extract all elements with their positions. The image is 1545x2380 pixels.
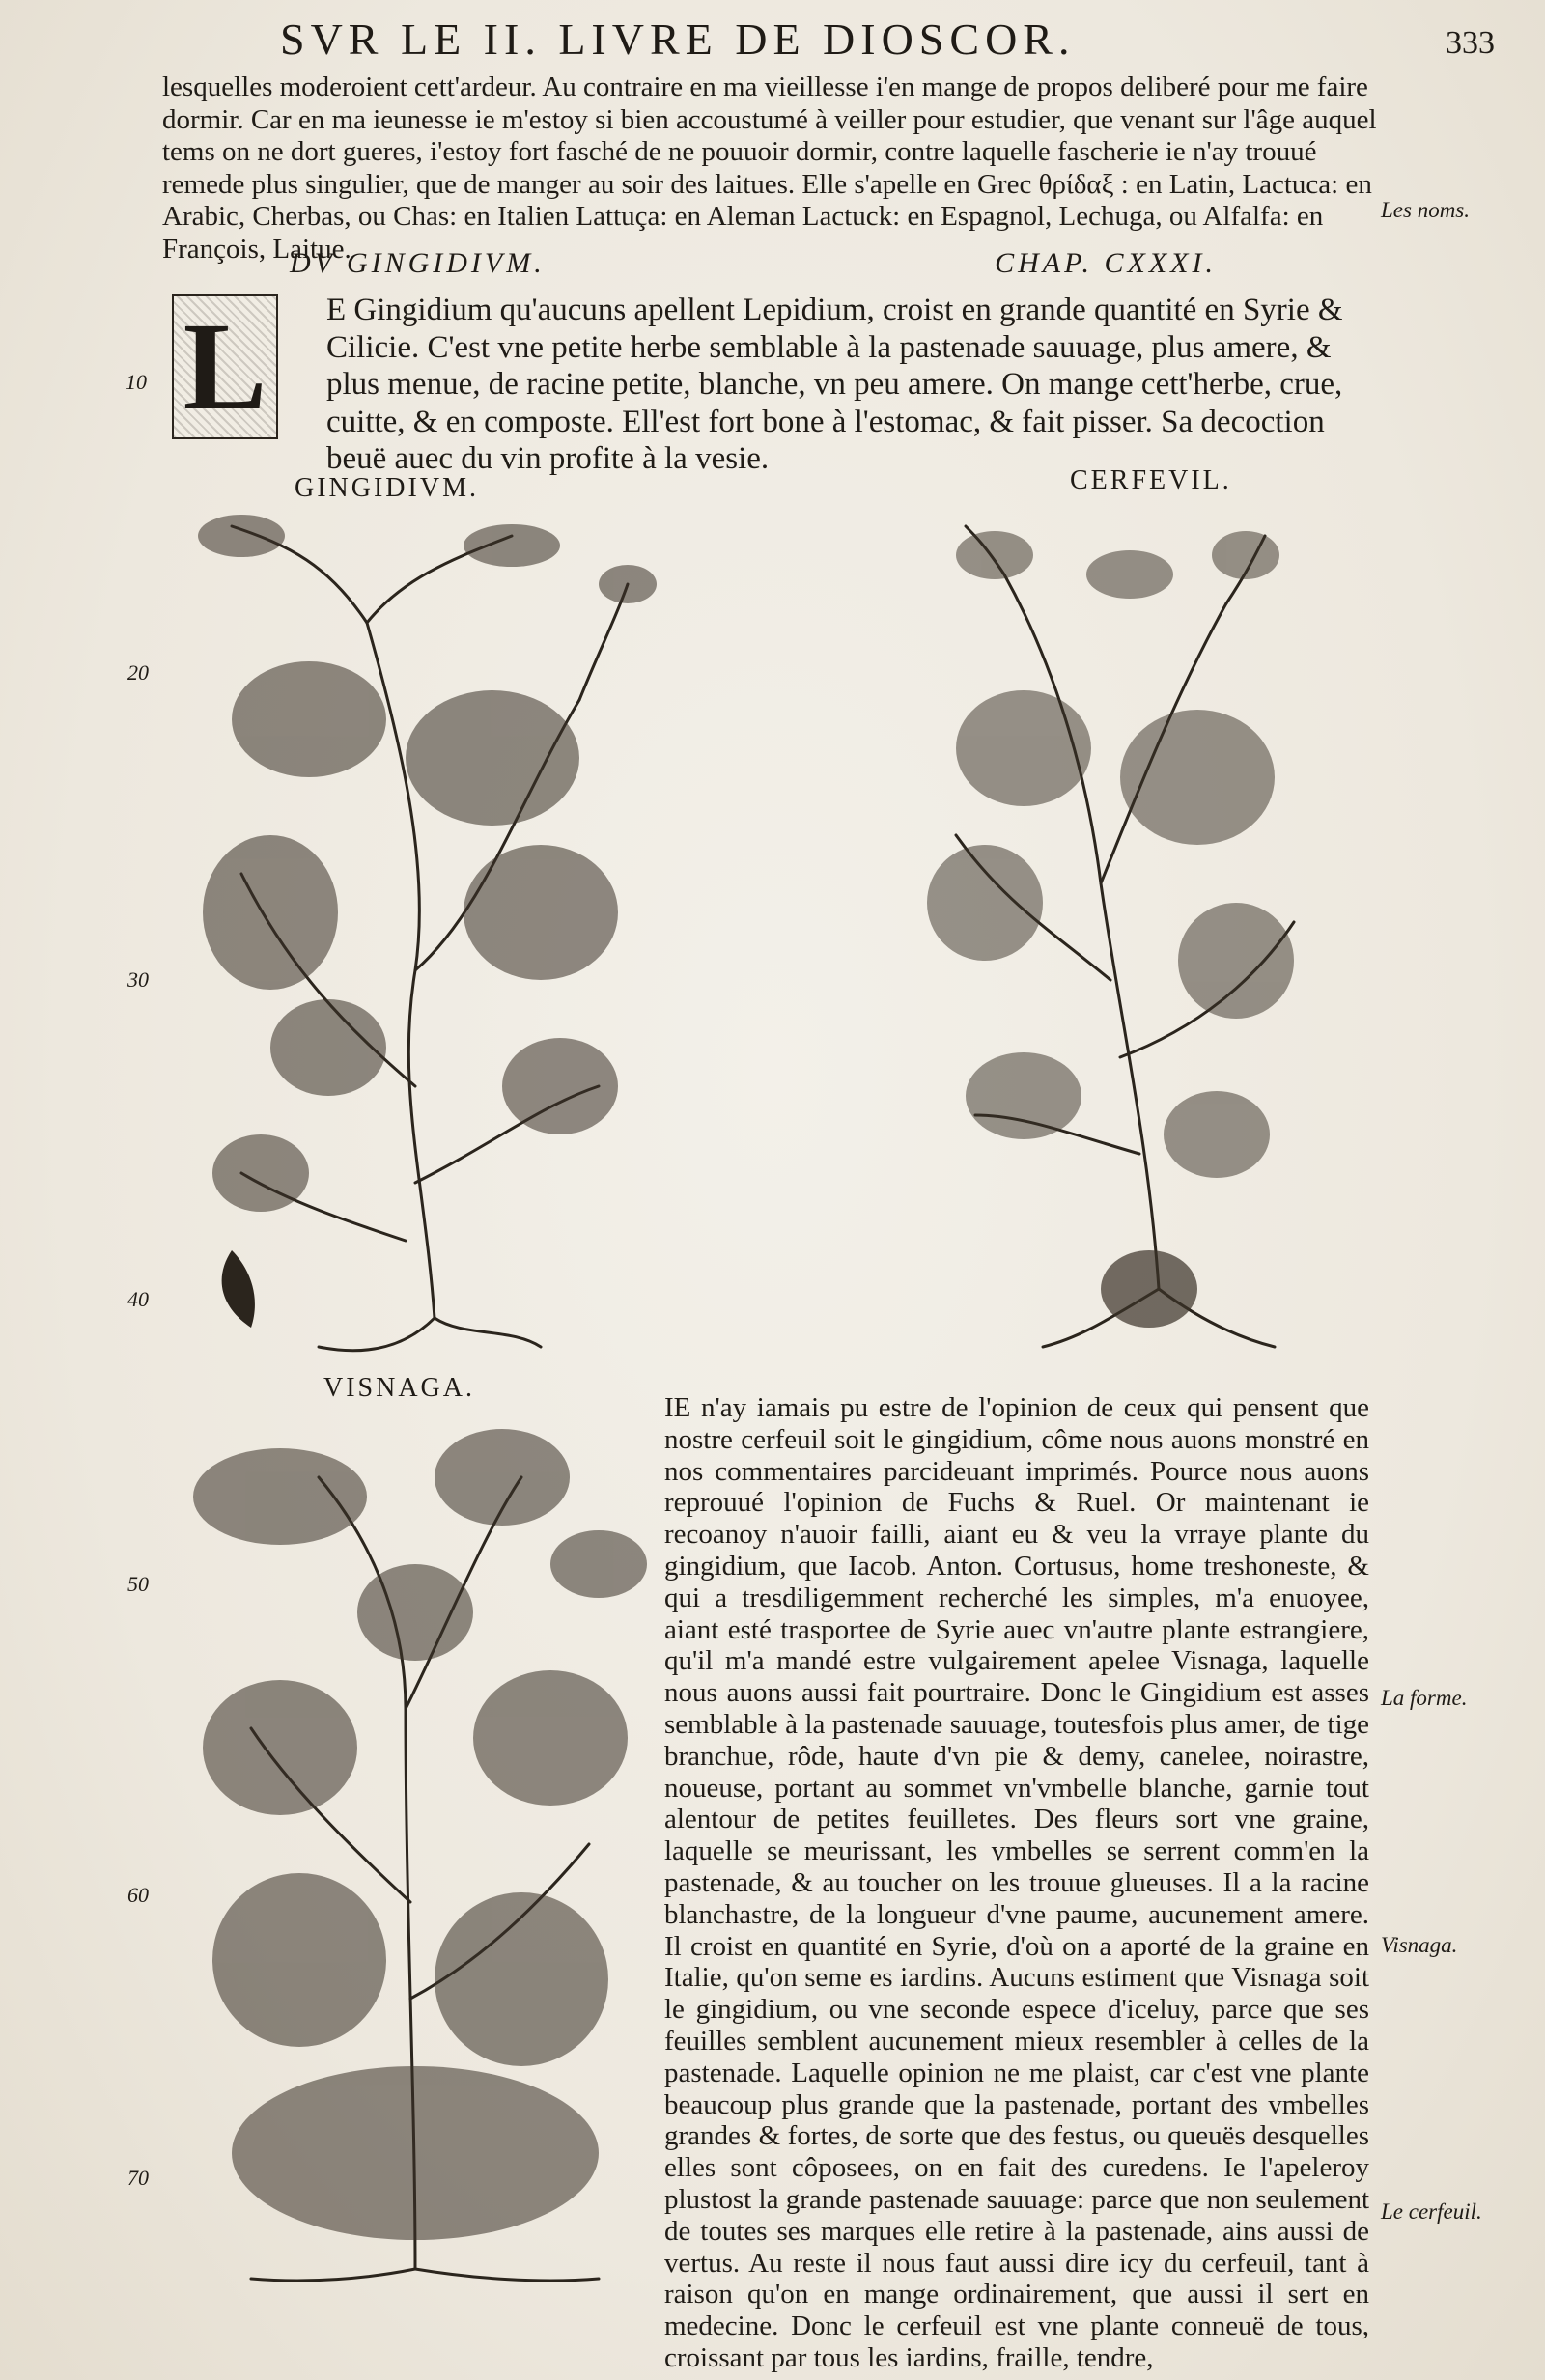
chapter-title: DV GINGIDIVM. [290, 247, 546, 279]
line-number-30: 30 [127, 967, 149, 992]
running-title: SVR LE II. LIVRE DE DIOSCOR. [280, 14, 1076, 64]
gingidium-woodcut [174, 507, 657, 1376]
margin-note-forme: La forme. [1381, 1686, 1468, 1710]
margin-note-visnaga: Visnaga. [1381, 1933, 1458, 1957]
lettuce-paragraph: lesquelles moderoient cett'ardeur. Au contraire en ma vieillesse i'en mange de propos deliberé pour me faire dormir. Car en ma ieunesse ie m'estoy si bien accoustumé à veiller pour estudier, que venant sur l'âge auquel tems on ne dort gueres, i'estoy fort fasché de ne pouuoir dormir, contre laquelle fascherie ie n'ay trouué remede plus singulier, que de manger au soir des laitues. Elle s'apelle en Grec θρίδαξ : en Latin, Lactuca: en Arabic, Cherbas, ou Chas: en Italien Lattuça: en Aleman Lactuck: en Espagnol, Lechuga, ou Alfalfa: en François, Laitue. [162, 71, 1377, 265]
margin-note-noms: Les noms. [1381, 198, 1471, 222]
chapter-text [162, 292, 1360, 478]
line-number-20: 20 [127, 660, 149, 685]
line-number-50: 50 [127, 1572, 149, 1596]
chapter-body: E Gingidium qu'aucuns apellent Lepidium, croist en grande quantité en Syrie & Cilicie. C'est vne petite herbe semblable à la pastenade sauuage, plus amere, & plus menue, de racine petite, blanche, vn peu amere. On mange cett'herbe, crue, cuitte, & en composte. Ell'est fort bone à l'estomac, & fait pisser. Sa decoction beuë auec du vin profite à la vesie. [326, 293, 1343, 476]
figure-label-visnaga: VISNAGA. [323, 1373, 475, 1403]
line-number-60: 60 [127, 1883, 149, 1907]
chapter-number: CHAP. CXXXI. [995, 247, 1217, 279]
visnaga-woodcut [174, 1419, 657, 2298]
line-number-40: 40 [127, 1287, 149, 1311]
margin-note-cerfeuil: Le cerfeuil. [1381, 2199, 1482, 2224]
figure-label-cerfeuil: CERFEVIL. [1070, 465, 1232, 495]
chapter-heading [290, 247, 1217, 280]
decorated-initial: L [172, 294, 278, 439]
page-number: 333 [1446, 25, 1495, 61]
commentary-text: IE n'ay iamais pu estre de l'opinion de ceux qui pensent que nostre cerfeuil soit le gingidium, côme nous auons monstré en nos commentaires parcideuant imprimés. Pource nous auons reprouué l'opinion de Fuchs & Ruel. Or maintenant ie recoanoy n'auoir failli, aiant eu & veu la vrraye plante du gingidium, que Iacob. Anton. Cortusus, home treshoneste, & qui a tresdiligemment recherché les simples, m'a enuoyee, aiant esté trasportee de Syrie auec vn'autre plante estrangiere, qu'il m'a mandé estre vulgairement apelee Visnaga, laquelle nous auons aussi fait pourtraire. Donc le Gingidium est asses semblable à la pastenade sauuage, toutesfois plus amer, de tige branchue, rôde, haute d'vn pie & demy, canelee, noirastre, noueuse, portant au sommet vn'vmbelle blanche, garnie tout alentour de petites feuilletes. Des fleurs sort vne graine, laquelle se meurissant, les vmbelles se serrent comm'en la pastenade, & au toucher on les trouue glueuses. Il a la racine blanchastre, de la longueur d'vne paume, aucunement amere. Il croist en quantité en Syrie, d'où on a aporté de la graine en Italie, qu'on seme es iardins. Aucuns estiment que Visnaga soit le gingidium, ou vne seconde espece d'iceluy, parce que ses feuilles semblent aucunement mieux resembler à celles de la pastenade. Laquelle opinion ne me plaist, car c'est vne plante beaucoup plus grande que la pastenade, portant des vmbelles grandes & fortes, de sorte que des festus, ou queuës desquelles elles sont côposees, on en fait des curedens. Ie l'apeleroy plustost la grande pastenade sauuage: parce que non seulement de toutes ses marques elle retire à la pastenade, ains aussi de vertus. Au reste il nous faut aussi dire icy du cerfeuil, tant à raison qu'on en mange ordinairement, que aussi il sert en medecine. Donc le cerfeuil est vne plante conneuë de tous, croissant par tous les iardins, fraille, tendre, [664, 1392, 1369, 2373]
cerfeuil-woodcut [908, 517, 1313, 1376]
figure-label-gingidium: GINGIDIVM. [295, 473, 479, 503]
line-number-10: 10 [126, 370, 147, 394]
line-number-70: 70 [127, 2166, 149, 2190]
